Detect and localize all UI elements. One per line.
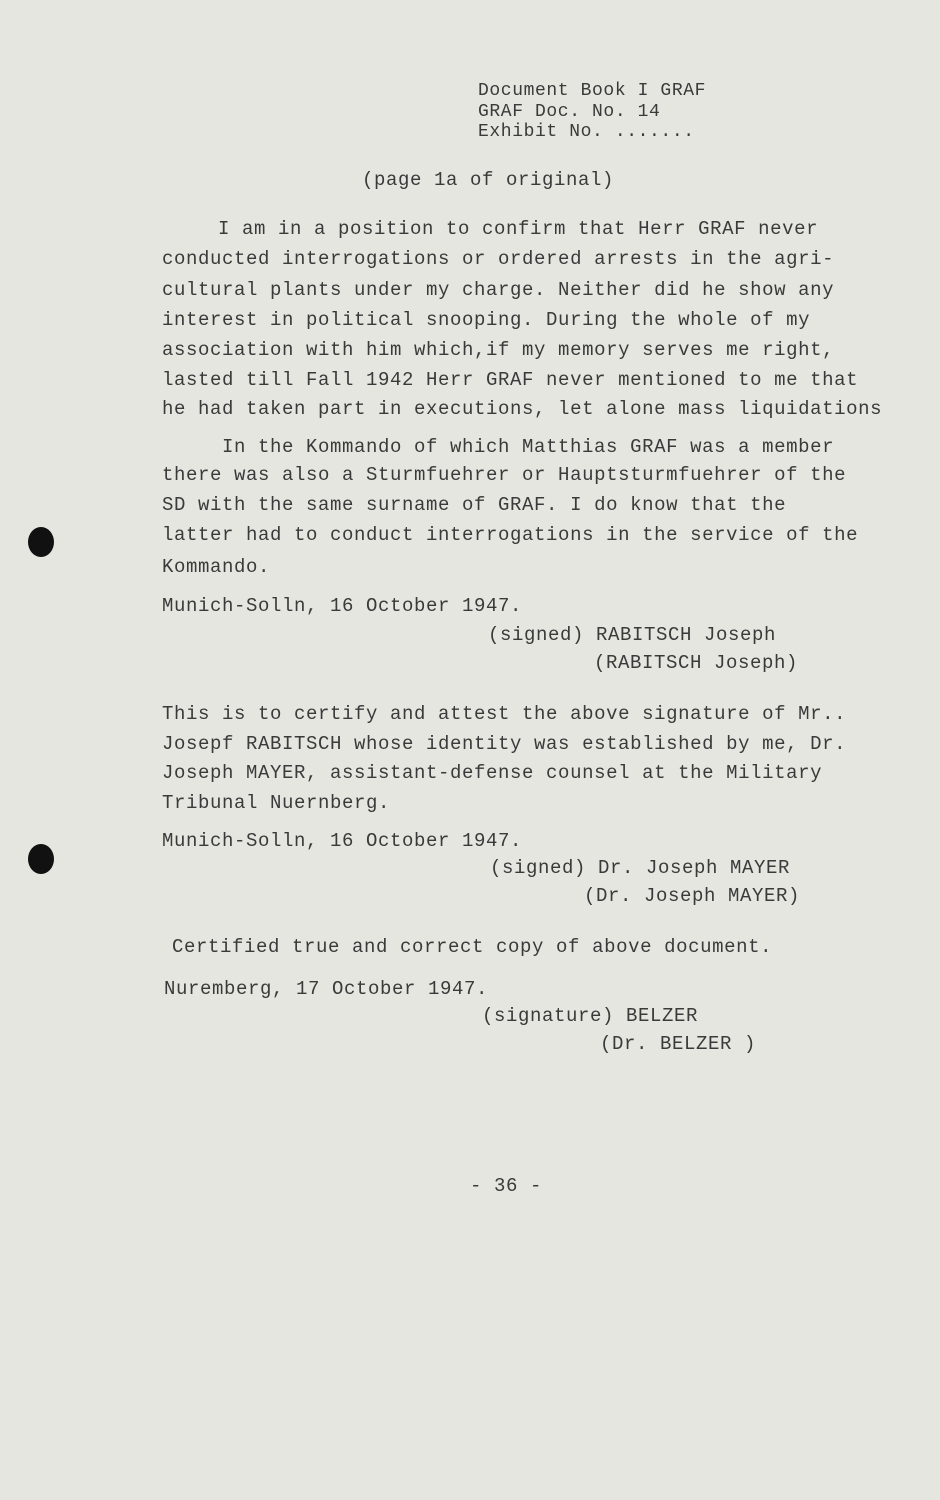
page-note: (page 1a of original) bbox=[362, 169, 615, 191]
copy-statement: Certified true and correct copy of above document. bbox=[172, 936, 773, 958]
paragraph-line: conducted interrogations or ordered arrests in the agri- bbox=[162, 248, 835, 270]
paragraph-line: there was also a Sturmfuehrer or Hauptsturmfuehrer of the bbox=[162, 464, 847, 486]
paragraph-line: I am in a position to confirm that Herr GRAF never bbox=[218, 218, 819, 240]
paragraph-line: lasted till Fall 1942 Herr GRAF never mentioned to me that bbox=[162, 369, 859, 391]
paragraph-line: Kommando. bbox=[162, 556, 271, 578]
paragraph-line: interest in political snooping. During the whole of my bbox=[162, 309, 811, 331]
doc-book-label: Document Book I GRAF bbox=[478, 81, 707, 101]
exhibit-label: Exhibit No. ....... bbox=[478, 122, 695, 142]
paragraph-line: latter had to conduct interrogations in the service of the bbox=[162, 524, 859, 546]
paragraph-line: This is to certify and attest the above signature of Mr.. bbox=[162, 703, 847, 725]
punch-hole bbox=[28, 844, 54, 874]
paragraph-line: In the Kommando of which Matthias GRAF was a member bbox=[222, 436, 835, 458]
place-date: Munich-Solln, 16 October 1947. bbox=[162, 830, 523, 852]
paragraph-line: Josepf RABITSCH whose identity was established by me, Dr. bbox=[162, 733, 847, 755]
paragraph-line: association with him which,if my memory serves me right, bbox=[162, 339, 835, 361]
signature-line: (signed) Dr. Joseph MAYER bbox=[490, 857, 791, 879]
place-date: Munich-Solln, 16 October 1947. bbox=[162, 595, 523, 617]
page-number: - 36 - bbox=[470, 1175, 543, 1197]
paragraph-line: Tribunal Nuernberg. bbox=[162, 792, 391, 814]
paragraph-line: SD with the same surname of GRAF. I do know that the bbox=[162, 494, 787, 516]
signatory-name: (Dr. Joseph MAYER) bbox=[584, 885, 801, 907]
signatory-name: (RABITSCH Joseph) bbox=[594, 652, 799, 674]
place-date: Nuremberg, 17 October 1947. bbox=[164, 978, 489, 1000]
punch-hole bbox=[28, 527, 54, 557]
signature-line: (signature) BELZER bbox=[482, 1005, 699, 1027]
paragraph-line: Joseph MAYER, assistant-defense counsel at the Military bbox=[162, 762, 823, 784]
signature-line: (signed) RABITSCH Joseph bbox=[488, 624, 777, 646]
paragraph-line: he had taken part in executions, let alone mass liquidations bbox=[162, 398, 883, 420]
doc-number-label: GRAF Doc. No. 14 bbox=[478, 102, 661, 122]
signatory-name: (Dr. BELZER ) bbox=[600, 1033, 757, 1055]
paragraph-line: cultural plants under my charge. Neither did he show any bbox=[162, 279, 835, 301]
